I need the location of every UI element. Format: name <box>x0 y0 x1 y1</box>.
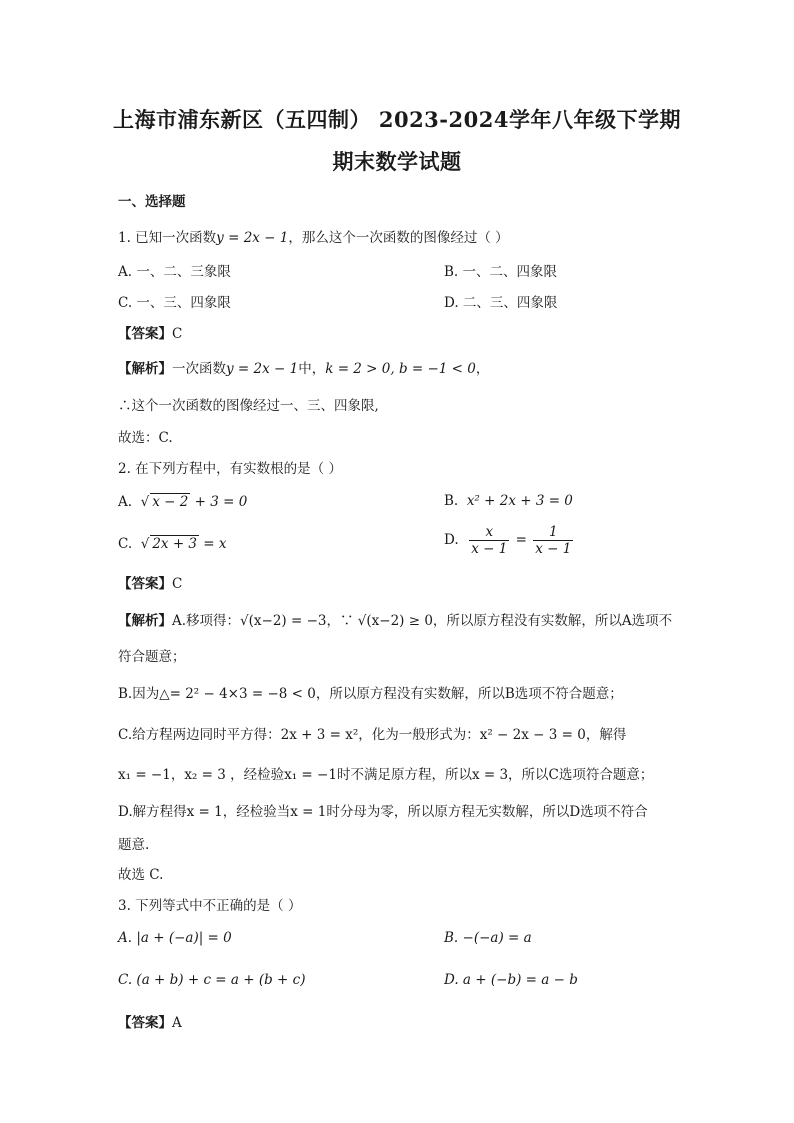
q1-option-c: C. 一、三、四象限 <box>118 295 231 311</box>
q3-option-c: C. (a + b) + c = a + (b + c) <box>118 972 306 988</box>
answer-tag: 【答案】 <box>118 326 172 342</box>
analysis-text: 中， <box>298 361 326 377</box>
answer-value: A <box>172 1015 182 1031</box>
expression: + 3 = 0 <box>190 494 248 510</box>
q1-analysis-line3: 故选：C. <box>118 430 173 446</box>
answer-tag: 【答案】 <box>118 576 172 592</box>
q2-answer <box>118 572 182 592</box>
expression: x² + 2x + 3 = 0 <box>466 493 573 509</box>
q1-answer <box>118 322 182 342</box>
denominator: x − 1 <box>471 541 508 557</box>
q2-analysis-line2: 符合题意； <box>118 649 186 665</box>
option-label: C. <box>118 536 133 552</box>
q2-option-d <box>444 524 575 557</box>
q2-analysis-line8: 故选 C. <box>118 867 164 883</box>
q2-option-a: A. √ x − 2 + 3 = 0 <box>118 494 248 510</box>
q2-analysis-line3: B.因为△= 2² − 4×3 = −8 < 0，所以原方程没有实数解，所以B选项不符合题意； <box>118 686 623 702</box>
analysis-formula: y = 2x − 1 <box>226 361 299 377</box>
question-1-stem <box>118 226 509 246</box>
numerator: x <box>469 524 509 541</box>
q3-answer <box>118 1011 182 1031</box>
answer-value: C <box>172 326 183 342</box>
numerator: 1 <box>533 524 573 541</box>
equals-sign: = <box>515 532 527 548</box>
q1-analysis-line1 <box>118 357 489 377</box>
q1-option-b: B. 一、二、四象限 <box>444 264 558 280</box>
q2-analysis-line6: D.解方程得x = 1，经检验当x = 1时分母为零，所以原方程无实数解，所以D选项不符合 <box>118 804 648 820</box>
option-label: A. <box>118 494 133 510</box>
answer-value: C <box>172 576 183 592</box>
q1-stem-text: 1. 已知一次函数 <box>118 230 217 246</box>
q2-option-c: C. √ 2x + 3 = x <box>118 536 227 552</box>
q2-analysis-line5: x₁ = −1，x₂ = 3 ，经检验x₁ = −1时不满足原方程，所以x = 3，所以C选项符合题意； <box>118 767 654 783</box>
q3-option-d: D. a + (−b) = a − b <box>444 972 578 988</box>
radicand: x − 2 <box>152 494 189 510</box>
q3-option-b: B. −(−a) = a <box>444 930 532 946</box>
question-2-stem: 2. 在下列方程中，有实数根的是（ ） <box>118 461 342 477</box>
fraction-1 <box>469 524 509 557</box>
radicand: 2x + 3 <box>152 536 198 552</box>
page-title: 上海市浦东新区（五四制） 2023-2024学年八年级下学期 <box>113 107 681 132</box>
analysis-formula: k = 2 > 0, b = −1 < 0 <box>325 361 476 377</box>
option-label: D. <box>444 532 459 548</box>
q2-analysis-line4: C.给方程两边同时平方得：2x + 3 = x²，化为一般形式为：x² − 2x − 3 = 0，解得 <box>118 727 627 743</box>
analysis-text: ， <box>475 361 490 377</box>
answer-tag: 【答案】 <box>118 1015 172 1031</box>
q1-option-d: D. 二、三、四象限 <box>444 295 558 311</box>
analysis-text: A.移项得：√(x−2) = −3，∵ √(x−2) ≥ 0，所以原方程没有实数解，所以A选项不 <box>172 613 673 629</box>
q1-analysis-line2: ∴这个一次函数的图像经过一、三、四象限, <box>118 398 379 414</box>
option-label: B. <box>444 493 459 509</box>
q2-option-b <box>444 493 573 509</box>
analysis-tag: 【解析】 <box>118 361 172 377</box>
q3-option-a: A. |a + (−a)| = 0 <box>118 930 232 946</box>
analysis-text: 一次函数 <box>172 361 226 377</box>
expression: = x <box>199 536 227 552</box>
section-heading: 一、选择题 <box>118 194 186 210</box>
analysis-tag: 【解析】 <box>118 613 172 629</box>
q1-option-a: A. 一、二、三象限 <box>118 264 231 280</box>
q1-stem-tail: ，那么这个一次函数的图像经过（ ） <box>288 230 509 246</box>
fraction-2 <box>533 524 573 557</box>
q1-formula: y = 2x − 1 <box>216 230 289 246</box>
q2-analysis-line7: 题意. <box>118 837 150 853</box>
page-subtitle: 期末数学试题 <box>332 149 462 174</box>
q2-analysis-line1 <box>118 609 672 629</box>
question-3-stem: 3. 下列等式中不正确的是（ ） <box>118 898 302 914</box>
denominator: x − 1 <box>535 541 572 557</box>
